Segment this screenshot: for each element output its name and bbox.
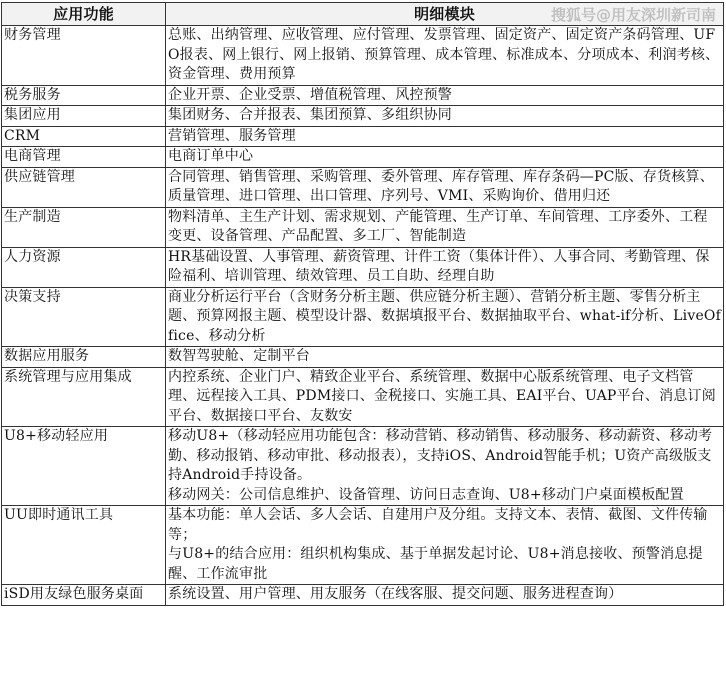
detail-cell bbox=[166, 207, 724, 247]
table-row bbox=[2, 26, 724, 86]
table-row bbox=[2, 427, 724, 506]
detail-paragraph: 合同管理、销售管理、采购管理、委外管理、库存管理、库存条码—PC版、存货核算、质量管理、进口管理、出口管理、序列号、VMI、采购询价、借用归还 bbox=[168, 168, 714, 204]
watermark-text: 搜狐号@用友深圳新司南 bbox=[550, 6, 716, 24]
detail-paragraph: HR基础设置、人事管理、薪资管理、计件工资（集体计件）、人事合同、考勤管理、保险福利、培训管理、绩效管理、员工自助、经理自助 bbox=[168, 248, 710, 284]
category-cell: U8+移动轻应用 bbox=[2, 427, 166, 506]
detail-cell bbox=[166, 427, 724, 506]
detail-cell bbox=[166, 167, 724, 207]
category-cell: 数据应用服务 bbox=[2, 347, 166, 368]
detail-cell bbox=[166, 106, 724, 127]
table-row bbox=[2, 85, 724, 106]
table-row bbox=[2, 207, 724, 247]
detail-cell bbox=[166, 585, 724, 606]
detail-cell bbox=[166, 147, 724, 168]
detail-paragraph: 基本功能：单人会话、多人会话、自建用户及分组。支持文本、表情、截图、文件传输等； bbox=[168, 507, 708, 543]
category-cell: 人力资源 bbox=[2, 247, 166, 287]
table-header-row bbox=[2, 3, 724, 26]
table-row bbox=[2, 106, 724, 127]
detail-paragraph: 系统设置、用户管理、用友服务（在线客服、提交问题、服务进程查询） bbox=[168, 586, 623, 602]
detail-paragraph: 电商订单中心 bbox=[168, 148, 254, 164]
detail-paragraph: 物料清单、主生产计划、需求规划、产能管理、生产订单、车间管理、工序委外、工程变更、设备管理、产品配置、多工厂、智能制造 bbox=[168, 208, 708, 244]
category-cell: CRM bbox=[2, 126, 166, 147]
detail-cell bbox=[166, 26, 724, 86]
detail-cell bbox=[166, 287, 724, 347]
table-row bbox=[2, 347, 724, 368]
category-cell: 系统管理与应用集成 bbox=[2, 367, 166, 427]
category-cell: 供应链管理 bbox=[2, 167, 166, 207]
header-detail: 明细模块 bbox=[166, 3, 724, 26]
category-cell: UU即时通讯工具 bbox=[2, 506, 166, 585]
detail-paragraph: 总账、出纳管理、应收管理、应付管理、发票管理、固定资产、固定资产条码管理、UFO报表、网上银行、网上报销、预算管理、成本管理、标准成本、分项成本、利润考核、资金管理、费用预算 bbox=[168, 27, 720, 82]
detail-paragraph: 数智驾驶舱、定制平台 bbox=[168, 348, 310, 364]
category-cell: 决策支持 bbox=[2, 287, 166, 347]
table-body bbox=[2, 26, 724, 606]
detail-paragraph: 与U8+的结合应用：组织机构集成、基于单据发起讨论、U8+消息接收、预警消息提醒、工作流审批 bbox=[168, 546, 703, 582]
table-row bbox=[2, 506, 724, 585]
table-row bbox=[2, 367, 724, 427]
category-cell: 电商管理 bbox=[2, 147, 166, 168]
detail-cell bbox=[166, 126, 724, 147]
detail-paragraph: 内控系统、企业门户、精致企业平台、系统管理、数据中心版系统管理、电子文档管理、远程接入工具、PDM接口、金税接口、实施工具、EAI平台、UAP平台、消息订阅平台、数据接口平台、友数安 bbox=[168, 368, 716, 424]
detail-paragraph: 移动网关：公司信息维护、设备管理、访问日志查询、U8+移动门户桌面模板配置 bbox=[168, 486, 684, 503]
table-row bbox=[2, 126, 724, 147]
category-cell: 生产制造 bbox=[2, 207, 166, 247]
detail-cell bbox=[166, 506, 724, 585]
detail-cell bbox=[166, 85, 724, 106]
category-cell: 财务管理 bbox=[2, 26, 166, 86]
header-category: 应用功能 bbox=[2, 3, 166, 26]
detail-paragraph: 营销管理、服务管理 bbox=[168, 127, 296, 144]
category-cell: iSD用友绿色服务桌面 bbox=[2, 585, 166, 606]
detail-cell bbox=[166, 367, 724, 427]
module-table bbox=[1, 2, 724, 606]
category-cell: 税务服务 bbox=[2, 85, 166, 106]
detail-paragraph: 集团财务、合并报表、集团预算、多组织协同 bbox=[168, 107, 452, 123]
table-row bbox=[2, 167, 724, 207]
detail-cell bbox=[166, 247, 724, 287]
detail-cell bbox=[166, 347, 724, 368]
table-row bbox=[2, 247, 724, 287]
detail-paragraph: 企业开票、企业受票、增值税管理、风控预警 bbox=[168, 86, 452, 103]
table-row bbox=[2, 585, 724, 606]
detail-paragraph: 商业分析运行平台（含财务分析主题、供应链分析主题）、营销分析主题、零售分析主题、预算网报主题、模型设计器、数据填报平台、数据抽取平台、what-if分析、LiveOffice、移动分析 bbox=[168, 288, 721, 344]
detail-paragraph: 移动U8+（移动轻应用功能包含：移动营销、移动销售、移动服务、移动薪资、移动考勤、移动报销、移动审批、移动报表），支持iOS、Android智能手机；U资产高级版支持Android手持设备。 bbox=[168, 428, 713, 483]
category-cell: 集团应用 bbox=[2, 106, 166, 127]
table-row bbox=[2, 287, 724, 347]
table-row bbox=[2, 147, 724, 168]
